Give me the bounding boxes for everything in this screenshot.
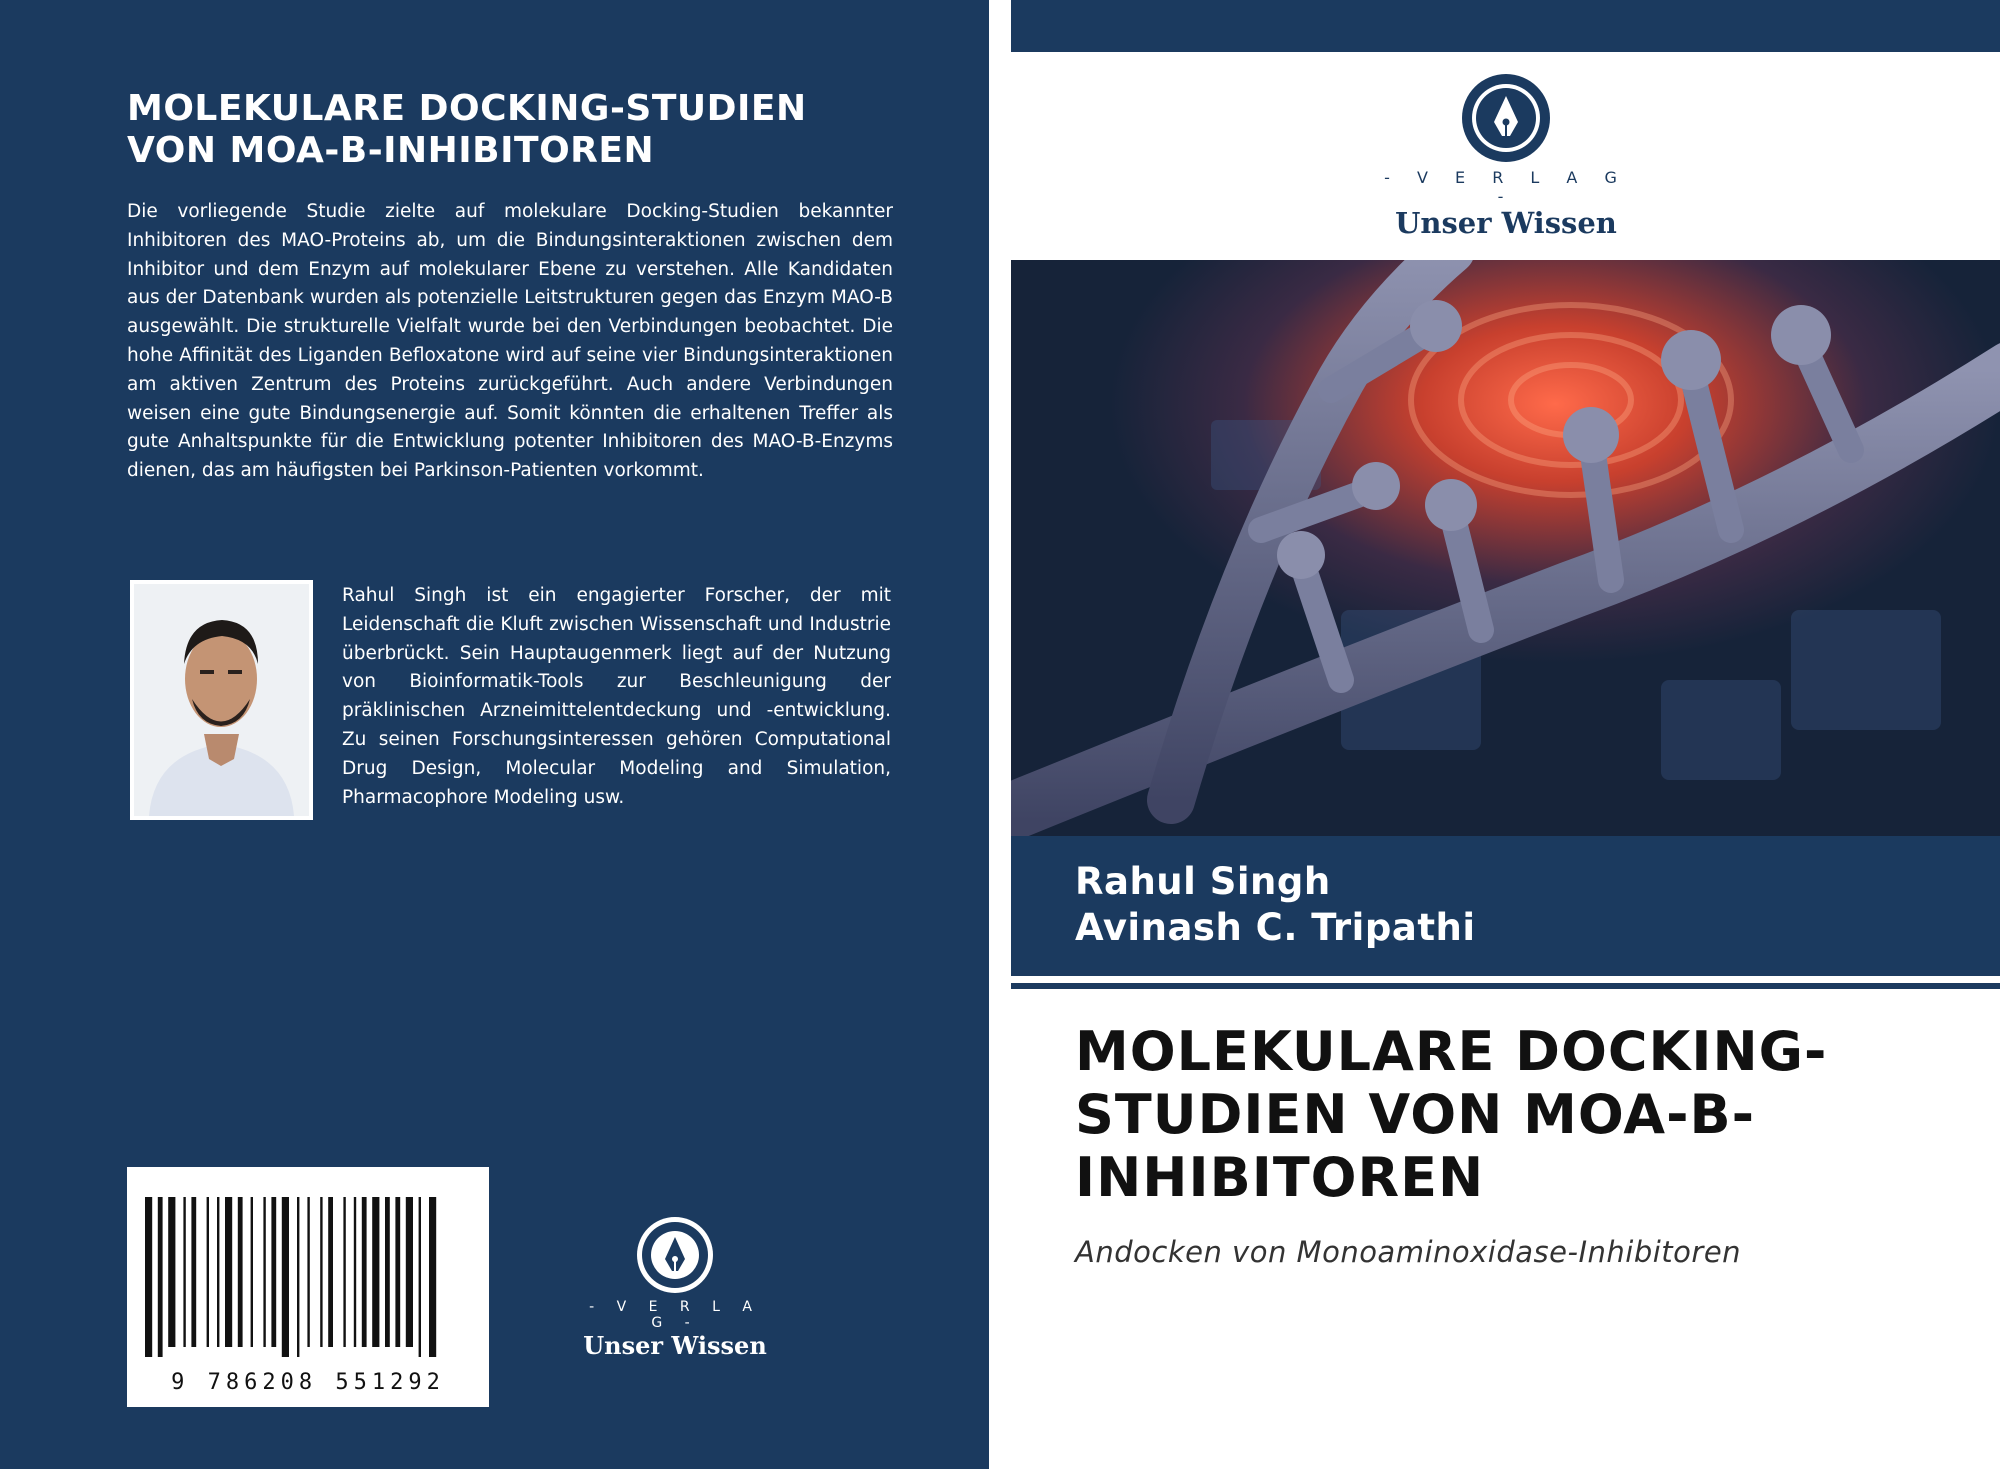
publisher-verlag-label: - V E R L A G -	[1384, 168, 1628, 206]
barcode-bar	[251, 1197, 253, 1347]
publisher-name: Unser Wissen	[583, 1331, 767, 1360]
front-title-line: STUDIEN VON MOA-B-	[1075, 1083, 1756, 1146]
author-photo	[130, 580, 313, 820]
barcode-bar	[145, 1197, 152, 1357]
barcode-bar	[354, 1197, 356, 1347]
barcode-bar	[307, 1197, 309, 1347]
barcode-bars-icon	[127, 1167, 489, 1367]
barcode-bar	[207, 1197, 209, 1347]
barcode-bar	[271, 1197, 276, 1347]
barcode-bar	[429, 1197, 436, 1357]
fountain-pen-nib-emblem-icon	[1460, 72, 1552, 164]
barcode-bar	[343, 1197, 345, 1347]
barcode-bar	[217, 1197, 219, 1347]
author-bio: Rahul Singh ist ein engagierter Forscher, der mit Leidenschaft die Kluft zwischen Wissenschaft und Industrie überbrückt. Sein Hauptaugenmerk liegt auf der Nutzung von Bioinformatik-Tools zur Beschleunigung der präklinischen Arzneimittelentdeckung und -entwicklung. Zu seinen Forschungsinteressen gehören Computational Drug Design, Molecular Modeling and Simulation, Pharmacophore Modeling usw.	[342, 585, 891, 808]
front-title-line: INHIBITOREN	[1075, 1146, 1485, 1209]
isbn-number: 9 786208 551292	[171, 1370, 445, 1395]
back-cover	[0, 0, 989, 1469]
barcode-bar	[297, 1197, 299, 1357]
front-title-line: MOLEKULARE DOCKING-	[1075, 1020, 1828, 1083]
barcode-bar	[238, 1197, 243, 1347]
publisher-verlag-label: - V E R L A G -	[589, 1299, 761, 1331]
barcode-bar	[372, 1197, 379, 1347]
back-title-line: VON MOA-B-INHIBITOREN	[127, 130, 655, 171]
barcode-bar	[282, 1197, 289, 1357]
cover-illustration	[1011, 260, 2000, 836]
barcode-bar	[158, 1197, 163, 1357]
barcode	[127, 1167, 489, 1407]
barcode-bar	[263, 1197, 265, 1347]
front-cover	[1011, 0, 2000, 1469]
barcode-bar	[385, 1197, 390, 1347]
back-title-line: MOLEKULARE DOCKING-STUDIEN	[127, 88, 807, 129]
barcode-bar	[320, 1197, 322, 1347]
divider-rule	[1011, 983, 2000, 989]
publisher-name: Unser Wissen	[1395, 206, 1617, 240]
barcode-bar	[191, 1197, 196, 1347]
spine	[989, 0, 1011, 1469]
barcode-bar	[168, 1197, 175, 1347]
back-publisher-logo	[580, 1215, 770, 1360]
barcode-bar	[183, 1197, 185, 1347]
front-top-bar	[1011, 0, 2000, 52]
dna-helix-illustration-icon	[1011, 260, 2000, 836]
author-name: Avinash C. Tripathi	[1075, 906, 1476, 949]
author-portrait-icon	[134, 584, 309, 816]
barcode-bar	[328, 1197, 333, 1347]
back-title	[127, 88, 907, 172]
author-name: Rahul Singh	[1075, 860, 1331, 903]
fountain-pen-nib-emblem-icon	[635, 1215, 715, 1295]
barcode-bar	[225, 1197, 232, 1347]
barcode-bar	[395, 1197, 400, 1347]
book-blurb: Die vorliegende Studie zielte auf molekulare Docking-Studien bekannter Inhibitoren des MAO-Proteins ab, um die Bindungsinteraktionen zwischen dem Inhibitor und dem Enzym auf molekularer Ebene zu verstehen. Alle Kandidaten aus der Datenbank wurden als potenzielle Leitstrukturen gegen das Enzym MAO-B ausgewählt. Die strukturelle Vielfalt wurde bei den Verbindungen beobachtet. Die hohe Affinität des Liganden Befloxatone wird auf seine vier Bindungsinteraktionen am aktiven Zentrum des Proteins zurückgeführt. Auch andere Verbindungen weisen eine gute Bindungsenergie auf. Somit könnten die erhaltenen Treffer als gute Anhaltspunkte für die Entwicklung potenter Inhibitoren des MAO-B-Enzyms dienen, das am häufigsten bei Parkinson-Patienten vorkommt.	[127, 201, 893, 482]
author-band	[1011, 836, 2000, 976]
barcode-bar	[406, 1197, 413, 1347]
front-publisher-logo	[1376, 72, 1636, 240]
barcode-bar	[362, 1197, 367, 1347]
subtitle: Andocken von Monoaminoxidase-Inhibitoren	[1075, 1235, 1742, 1269]
barcode-bar	[419, 1197, 421, 1357]
front-title	[1075, 1020, 1975, 1209]
